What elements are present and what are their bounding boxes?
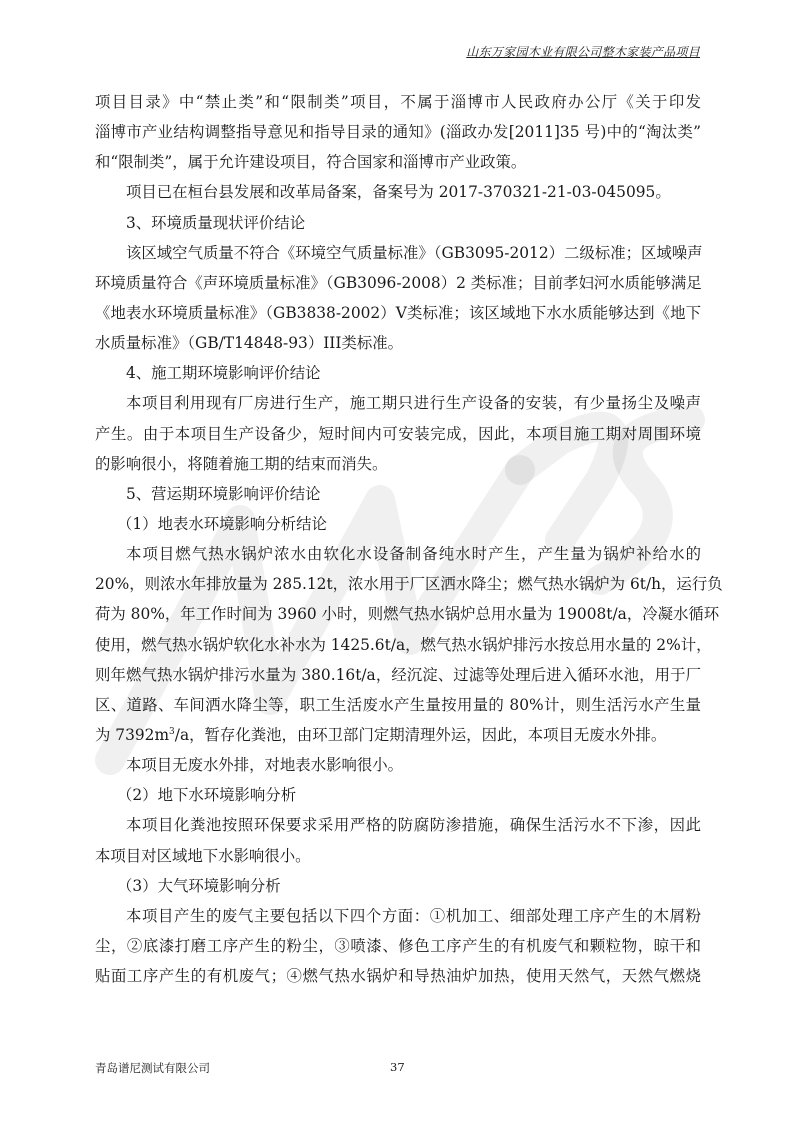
text-line: 则年燃气热水锅炉排污水量为 380.16t/a，经沉淀、过滤等处理后进入循环水池，用于厂 <box>95 665 701 684</box>
section-heading: 5、营运期环境影响评价结论 <box>126 484 321 503</box>
document-body <box>95 87 723 991</box>
text-line: 本项目无废水外排，对地表水影响很小。 <box>126 756 404 775</box>
text-fragment: /a，暂存化粪池，由环卫部门定期清理外运，因此，本项目无废水外排。 <box>174 725 667 744</box>
text-line: 贴面工序产生的有机废气；④燃气热水锅炉和导热油炉加热，使用天然气，天然气燃烧 <box>95 967 701 986</box>
text-line: 本项目化粪池按照环保要求采用严格的防腐防渗措施，确保生活污水不下渗，因此 <box>126 816 701 835</box>
text-line: 本项目产生的废气主要包括以下四个方面：①机加工、细部处理工序产生的木屑粉 <box>126 906 701 925</box>
text-line: 荷为 80%，年工作时间为 3960 小时，则燃气热水锅炉总用水量为 19008t/a，冷凝水循环 <box>95 605 720 624</box>
subsection-heading: （1）地表水环境影响分析结论 <box>117 514 327 533</box>
text-line: 区、道路、车间洒水降尘等，职工生活废水产生量按用量的 80%计，则生活污水产生量 <box>95 695 701 714</box>
superscript: 3 <box>169 726 175 737</box>
section-heading: 4、施工期环境影响评价结论 <box>126 364 321 383</box>
text-line: 项目已在桓台县发展和改革局备案，备案号为 2017-370321-21-03-045095。 <box>126 183 671 202</box>
section-heading: 3、环境质量现状评价结论 <box>126 213 306 232</box>
text-line: 尘，②底漆打磨工序产生的粉尘，③喷漆、修色工序产生的有机废气和颗粒物，晾干和 <box>95 936 701 955</box>
text-line <box>95 720 701 750</box>
subsection-heading: （3）大气环境影响分析 <box>117 876 281 895</box>
subsection-heading: （2）地下水环境影响分析 <box>117 786 297 805</box>
text-line: 本项目利用现有厂房进行生产，施工期只进行生产设备的安装，有少量扬尘及噪声 <box>126 394 701 413</box>
text-line: 产生。由于本项目生产设备少，短时间内可安装完成，因此，本项目施工期对周围环境 <box>95 424 701 443</box>
text-line: 和“限制类”，属于允许建设项目，符合国家和淄博市产业政策。 <box>95 153 527 172</box>
page-header: 山东万家园木业有限公司整木家装产品项目 <box>466 45 700 59</box>
text-line: 水质量标准》（GB/T14848-93）III类标准。 <box>95 334 404 353</box>
text-line: 本项目对区域地下水影响很小。 <box>95 846 311 865</box>
page-number: 37 <box>390 1060 405 1074</box>
text-line: 本项目燃气热水锅炉浓水由软化水设备制备纯水时产生，产生量为锅炉补给水的 <box>126 545 701 564</box>
text-line: 的影响很小，将随着施工期的结束而消失。 <box>95 454 388 473</box>
text-line: 淄博市产业结构调整指导意见和指导目录的通知》(淄政办发[2011]35 号)中的“淘汰类” <box>95 123 701 142</box>
text-line: 20%，则浓水年排放量为 285.12t，浓水用于厂区洒水降尘；燃气热水锅炉为 6t/h，运行负 <box>95 575 723 594</box>
text-line: 使用，燃气热水锅炉软化水补水为 1425.6t/a，燃气热水锅炉排污水按总用水量的 2%计， <box>95 635 712 654</box>
footer-company: 青岛谱尼测试有限公司 <box>95 1061 210 1075</box>
text-line: 该区域空气质量不符合《环境空气质量标准》（GB3095-2012）二级标准；区域噪声 <box>126 243 703 262</box>
text-line: 《地表水环境质量标准》（GB3838-2002）V类标准；该区域地下水水质能够达到《地下 <box>95 303 701 322</box>
text-line: 环境质量符合《声环境质量标准》（GB3096-2008）2 类标准；目前孝妇河水质能够满足 <box>95 273 702 292</box>
text-fragment: 为 7392m <box>95 725 170 744</box>
text-line: 项目目录》中“禁止类”和“限制类”项目，不属于淄博市人民政府办公厅《关于印发 <box>95 93 701 111</box>
